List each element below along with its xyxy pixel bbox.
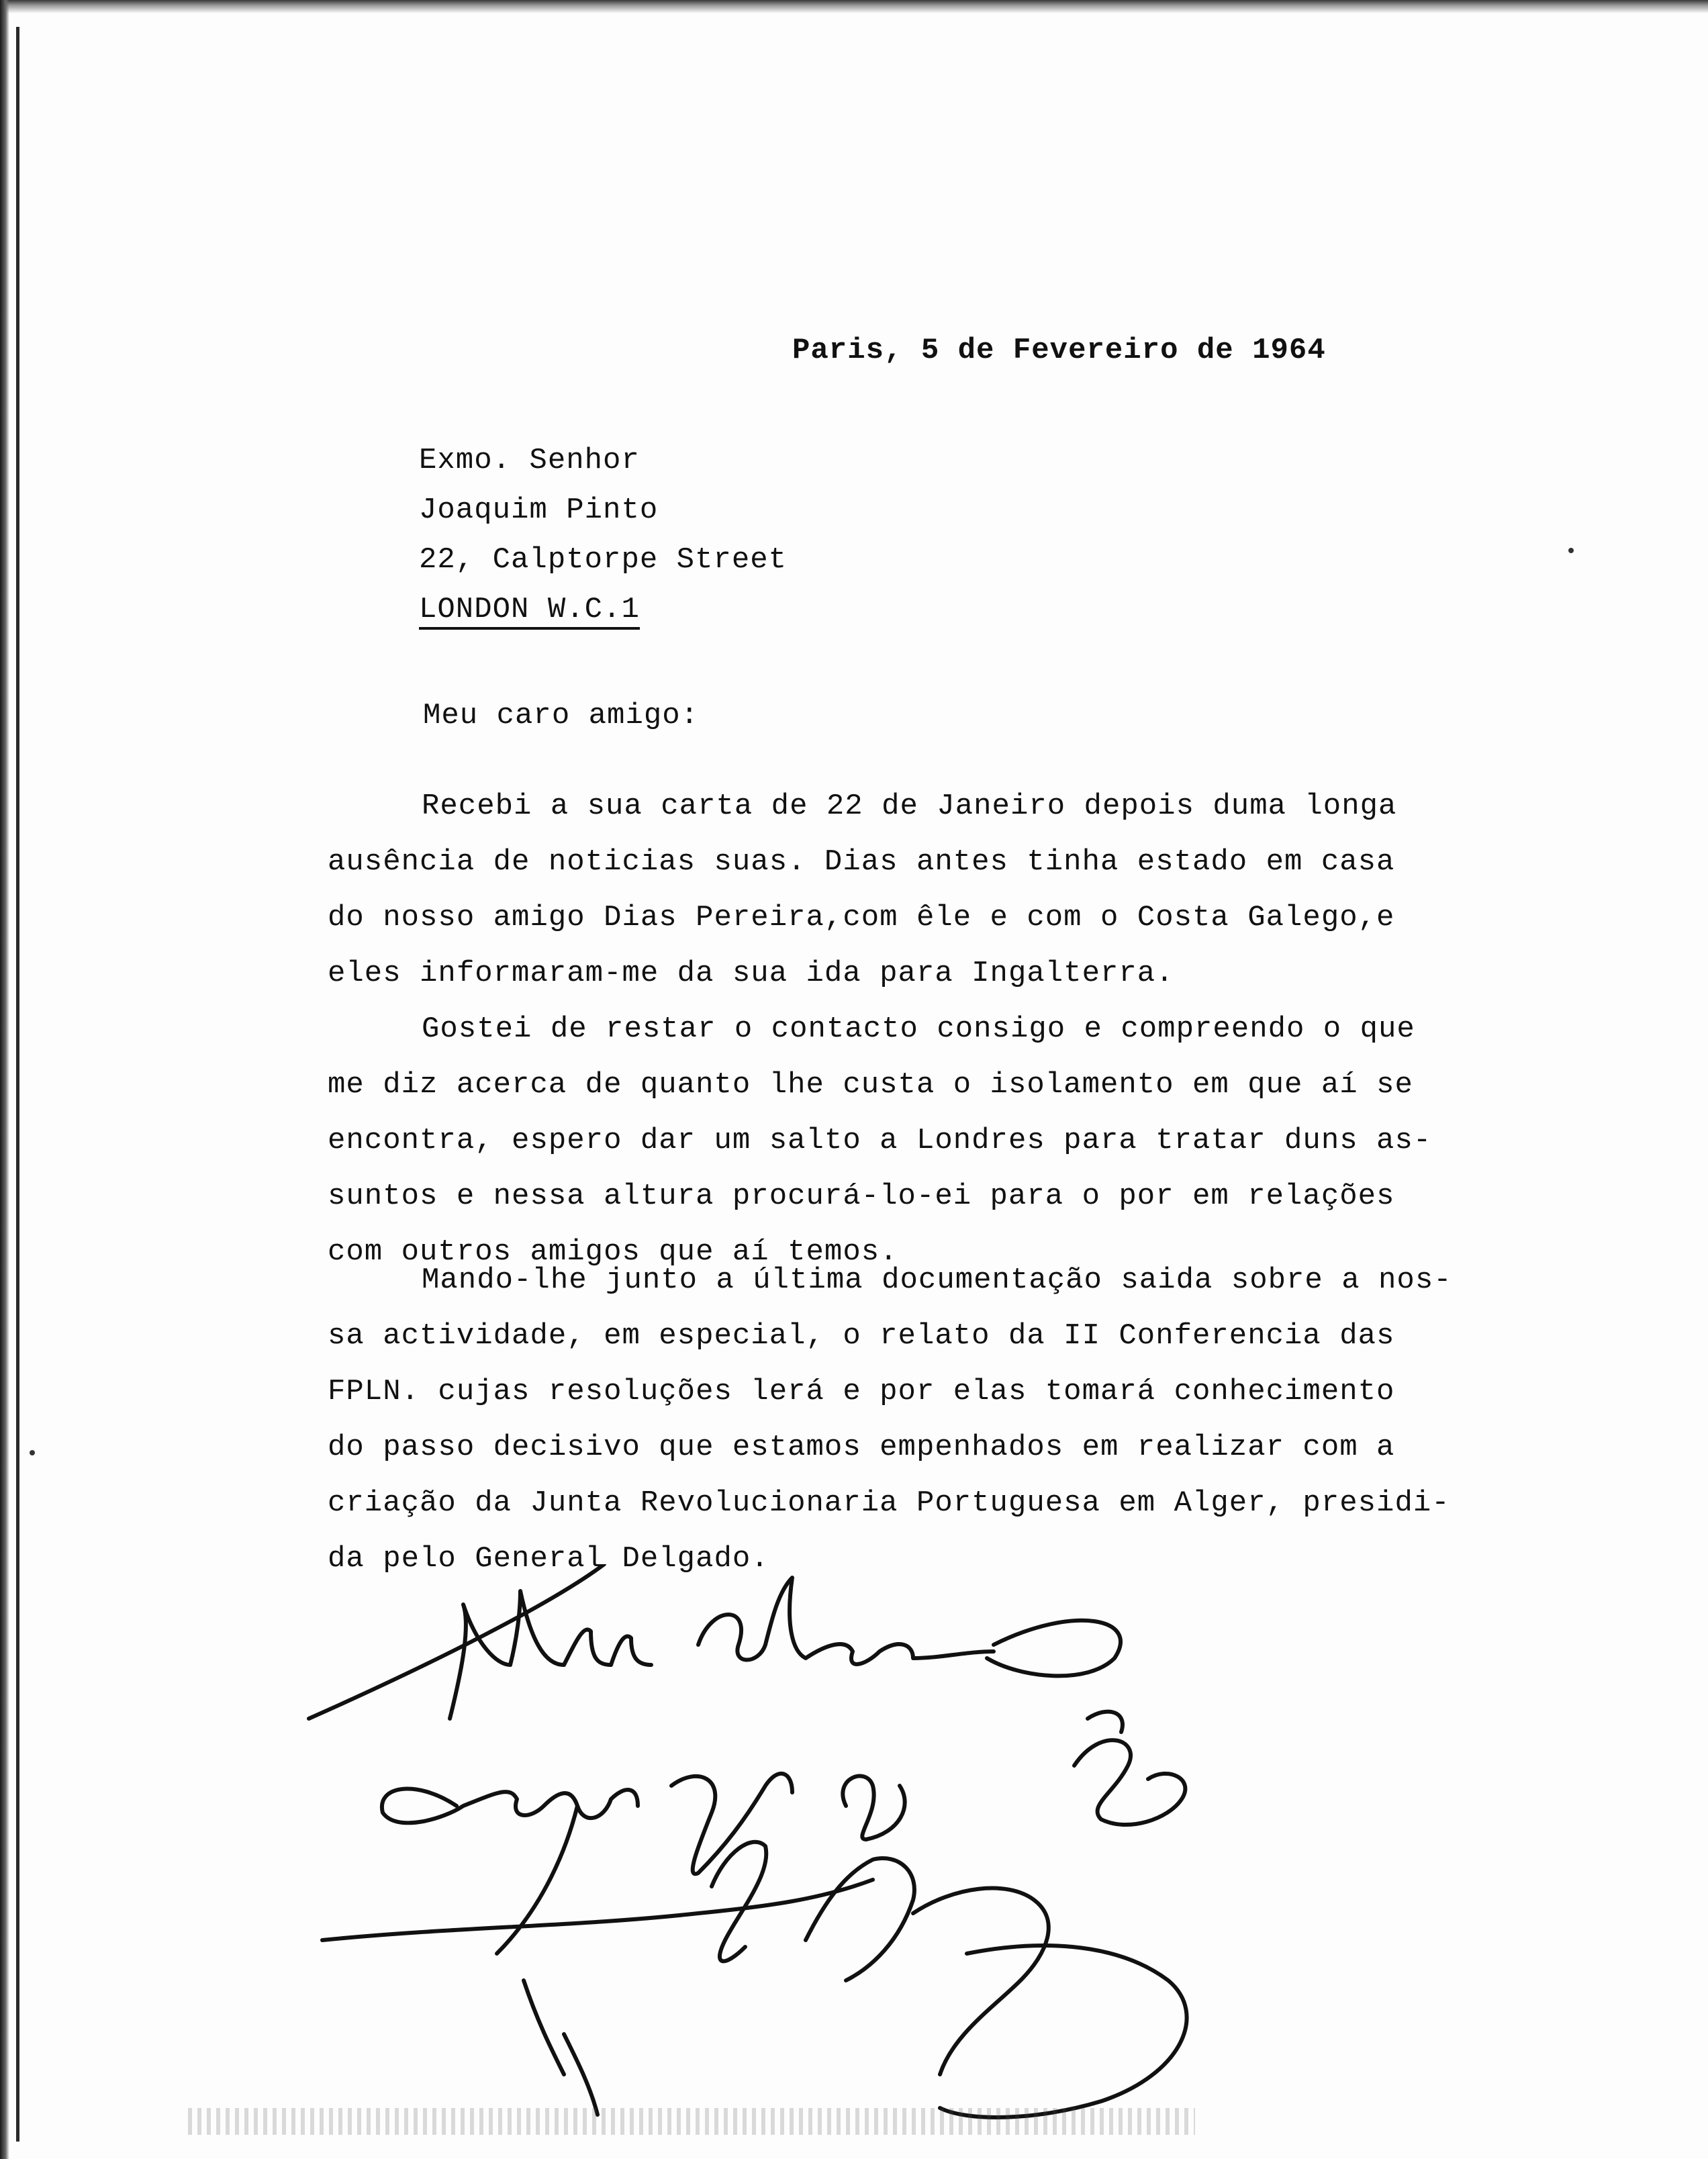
letter-greeting: Meu caro amigo: — [423, 699, 700, 732]
recipient-street: 22, Calptorpe Street — [419, 543, 788, 577]
paragraph-line: suntos e nessa altura procurá-lo-ei para o por em relações — [328, 1180, 1395, 1213]
recipient-name: Joaquim Pinto — [419, 493, 659, 527]
recipient-city: LONDON W.C.1 — [419, 595, 640, 630]
body-paragraph-1 — [328, 779, 1396, 1002]
paragraph-line: Mando-lhe junto a última documentação saida sobre a nos- — [422, 1263, 1452, 1297]
handwritten-signature — [295, 1564, 1477, 2142]
paragraph-line: criação da Junta Revolucionaria Portuguesa em Alger, presidi- — [328, 1486, 1450, 1520]
scan-left-border-line — [16, 27, 19, 2142]
paragraph-line: Recebi a sua carta de 22 de Janeiro depois duma longa — [422, 789, 1397, 823]
scan-speck — [30, 1450, 35, 1455]
recipient-title: Exmo. Senhor — [419, 444, 640, 477]
body-paragraph-2 — [328, 1002, 1431, 1280]
paragraph-line: FPLN. cujas resoluções lerá e por elas tomará conhecimento — [328, 1375, 1395, 1408]
paragraph-line: Gostei de restar o contacto consigo e compreendo o que — [422, 1012, 1415, 1046]
paragraph-line: me diz acerca de quanto lhe custa o isolamento em que aí se — [328, 1068, 1413, 1102]
letter-date: Paris, 5 de Fevereiro de 1964 — [792, 334, 1326, 367]
scan-top-edge — [0, 0, 1708, 13]
paragraph-line: encontra, espero dar um salto a Londres para tratar duns as- — [328, 1124, 1432, 1157]
scan-left-edge — [0, 0, 9, 2159]
paragraph-line: da pelo General Delgado. — [328, 1542, 769, 1576]
paragraph-line: com outros amigos que aí temos. — [328, 1235, 898, 1269]
paragraph-line: eles informaram-me da sua ida para Ingalterra. — [328, 957, 1174, 990]
paragraph-line: do nosso amigo Dias Pereira,com êle e com o Costa Galego,e — [328, 901, 1395, 934]
scan-speck — [1568, 548, 1574, 553]
body-paragraph-3 — [328, 1253, 1452, 1587]
paragraph-line: sa actividade, em especial, o relato da II Conferencia das — [328, 1319, 1395, 1353]
paragraph-line: do passo decisivo que estamos empenhados em realizar com a — [328, 1431, 1395, 1464]
paragraph-line: ausência de noticias suas. Dias antes tinha estado em casa — [328, 845, 1395, 879]
scan-bottom-noise — [188, 2108, 1195, 2135]
